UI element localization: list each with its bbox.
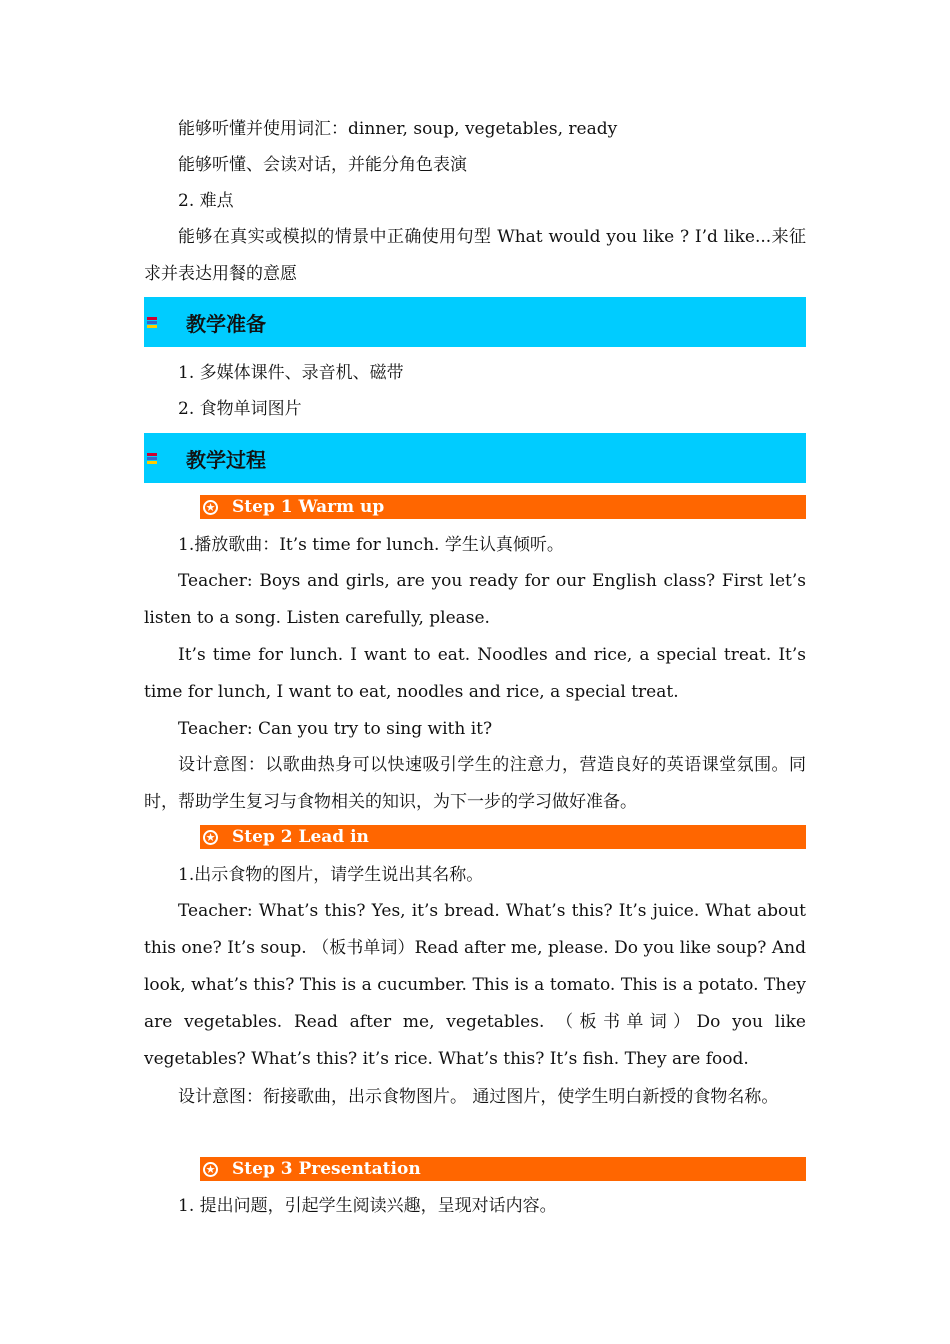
step2-design-intent: 设计意图：衔接歌曲，出示食物图片。 通过图片，使学生明白新授的食物名称。 xyxy=(178,1087,779,1107)
step1-paragraph-1: 1.播放歌曲：It’s time for lunch. 学生认真倾听。 xyxy=(178,535,564,555)
step1-paragraph-4: Teacher: Can you try to sing with it? xyxy=(178,719,493,739)
section-title: 教学过程 xyxy=(186,447,266,472)
prep-item-2: 2. 食物单词图片 xyxy=(178,399,302,419)
step-label: Step 1 Warm up xyxy=(232,497,385,517)
star-icon: ★ xyxy=(203,500,218,515)
step-label: Step 2 Lead in xyxy=(232,827,369,847)
star-icon: ★ xyxy=(203,1162,218,1177)
intro-line-difficulty: 2. 难点 xyxy=(178,191,234,211)
step1-paragraph-2: Teacher: Boys and girls, are you ready for our English class? First let’s listen to a song. Listen carefully, please. xyxy=(144,571,806,628)
star-icon: ★ xyxy=(203,830,218,845)
step1-paragraph-3: It’s time for lunch. I want to eat. Noodles and rice, a special treat. It’s time for lunch, I want to eat, noodles and rice, a special treat. xyxy=(144,645,806,702)
step-label: Step 3 Presentation xyxy=(232,1159,421,1179)
step-header-3 xyxy=(200,1157,806,1181)
step3-paragraph-1: 1. 提出问题，引起学生阅读兴趣，呈现对话内容。 xyxy=(178,1196,557,1216)
section-bullet-icon xyxy=(146,452,158,464)
step2-paragraph-1: 1.出示食物的图片，请学生说出其名称。 xyxy=(178,865,484,885)
intro-line-vocabulary: 能够听懂并使用词汇：dinner, soup, vegetables, ready xyxy=(178,119,618,139)
section-title: 教学准备 xyxy=(186,311,266,336)
prep-item-1: 1. 多媒体课件、录音机、磁带 xyxy=(178,363,404,383)
section-bullet-icon xyxy=(146,316,158,328)
step-header-1 xyxy=(200,495,806,519)
step1-design-intent: 设计意图：以歌曲热身可以快速吸引学生的注意力，营造良好的英语课堂氛围。同时，帮助学生复习与食物相关的知识，为下一步的学习做好准备。 xyxy=(144,755,806,812)
intro-paragraph-difficulty: 能够在真实或模拟的情景中正确使用句型 What would you like ? I’d like...来征求并表达用餐的意愿 xyxy=(144,227,806,284)
section-header-preparation xyxy=(144,297,806,347)
step2-paragraph-2: Teacher: What’s this? Yes, it’s bread. What’s this? It’s juice. What about this one? It’s soup. （板书单词）Read after me, please. Do you like soup? And look, what’s this? This is a cucumber. This is a tomato. This is a potato. They are vegetables. Read after me, vegetables. （板书单词）Do you like vegetables? What’s this? it’s rice. What’s this? It’s fish. They are food. xyxy=(144,901,806,1069)
section-header-process xyxy=(144,433,806,483)
intro-line-dialogue: 能够听懂、会读对话，并能分角色表演 xyxy=(178,155,467,175)
step-header-2 xyxy=(200,825,806,849)
